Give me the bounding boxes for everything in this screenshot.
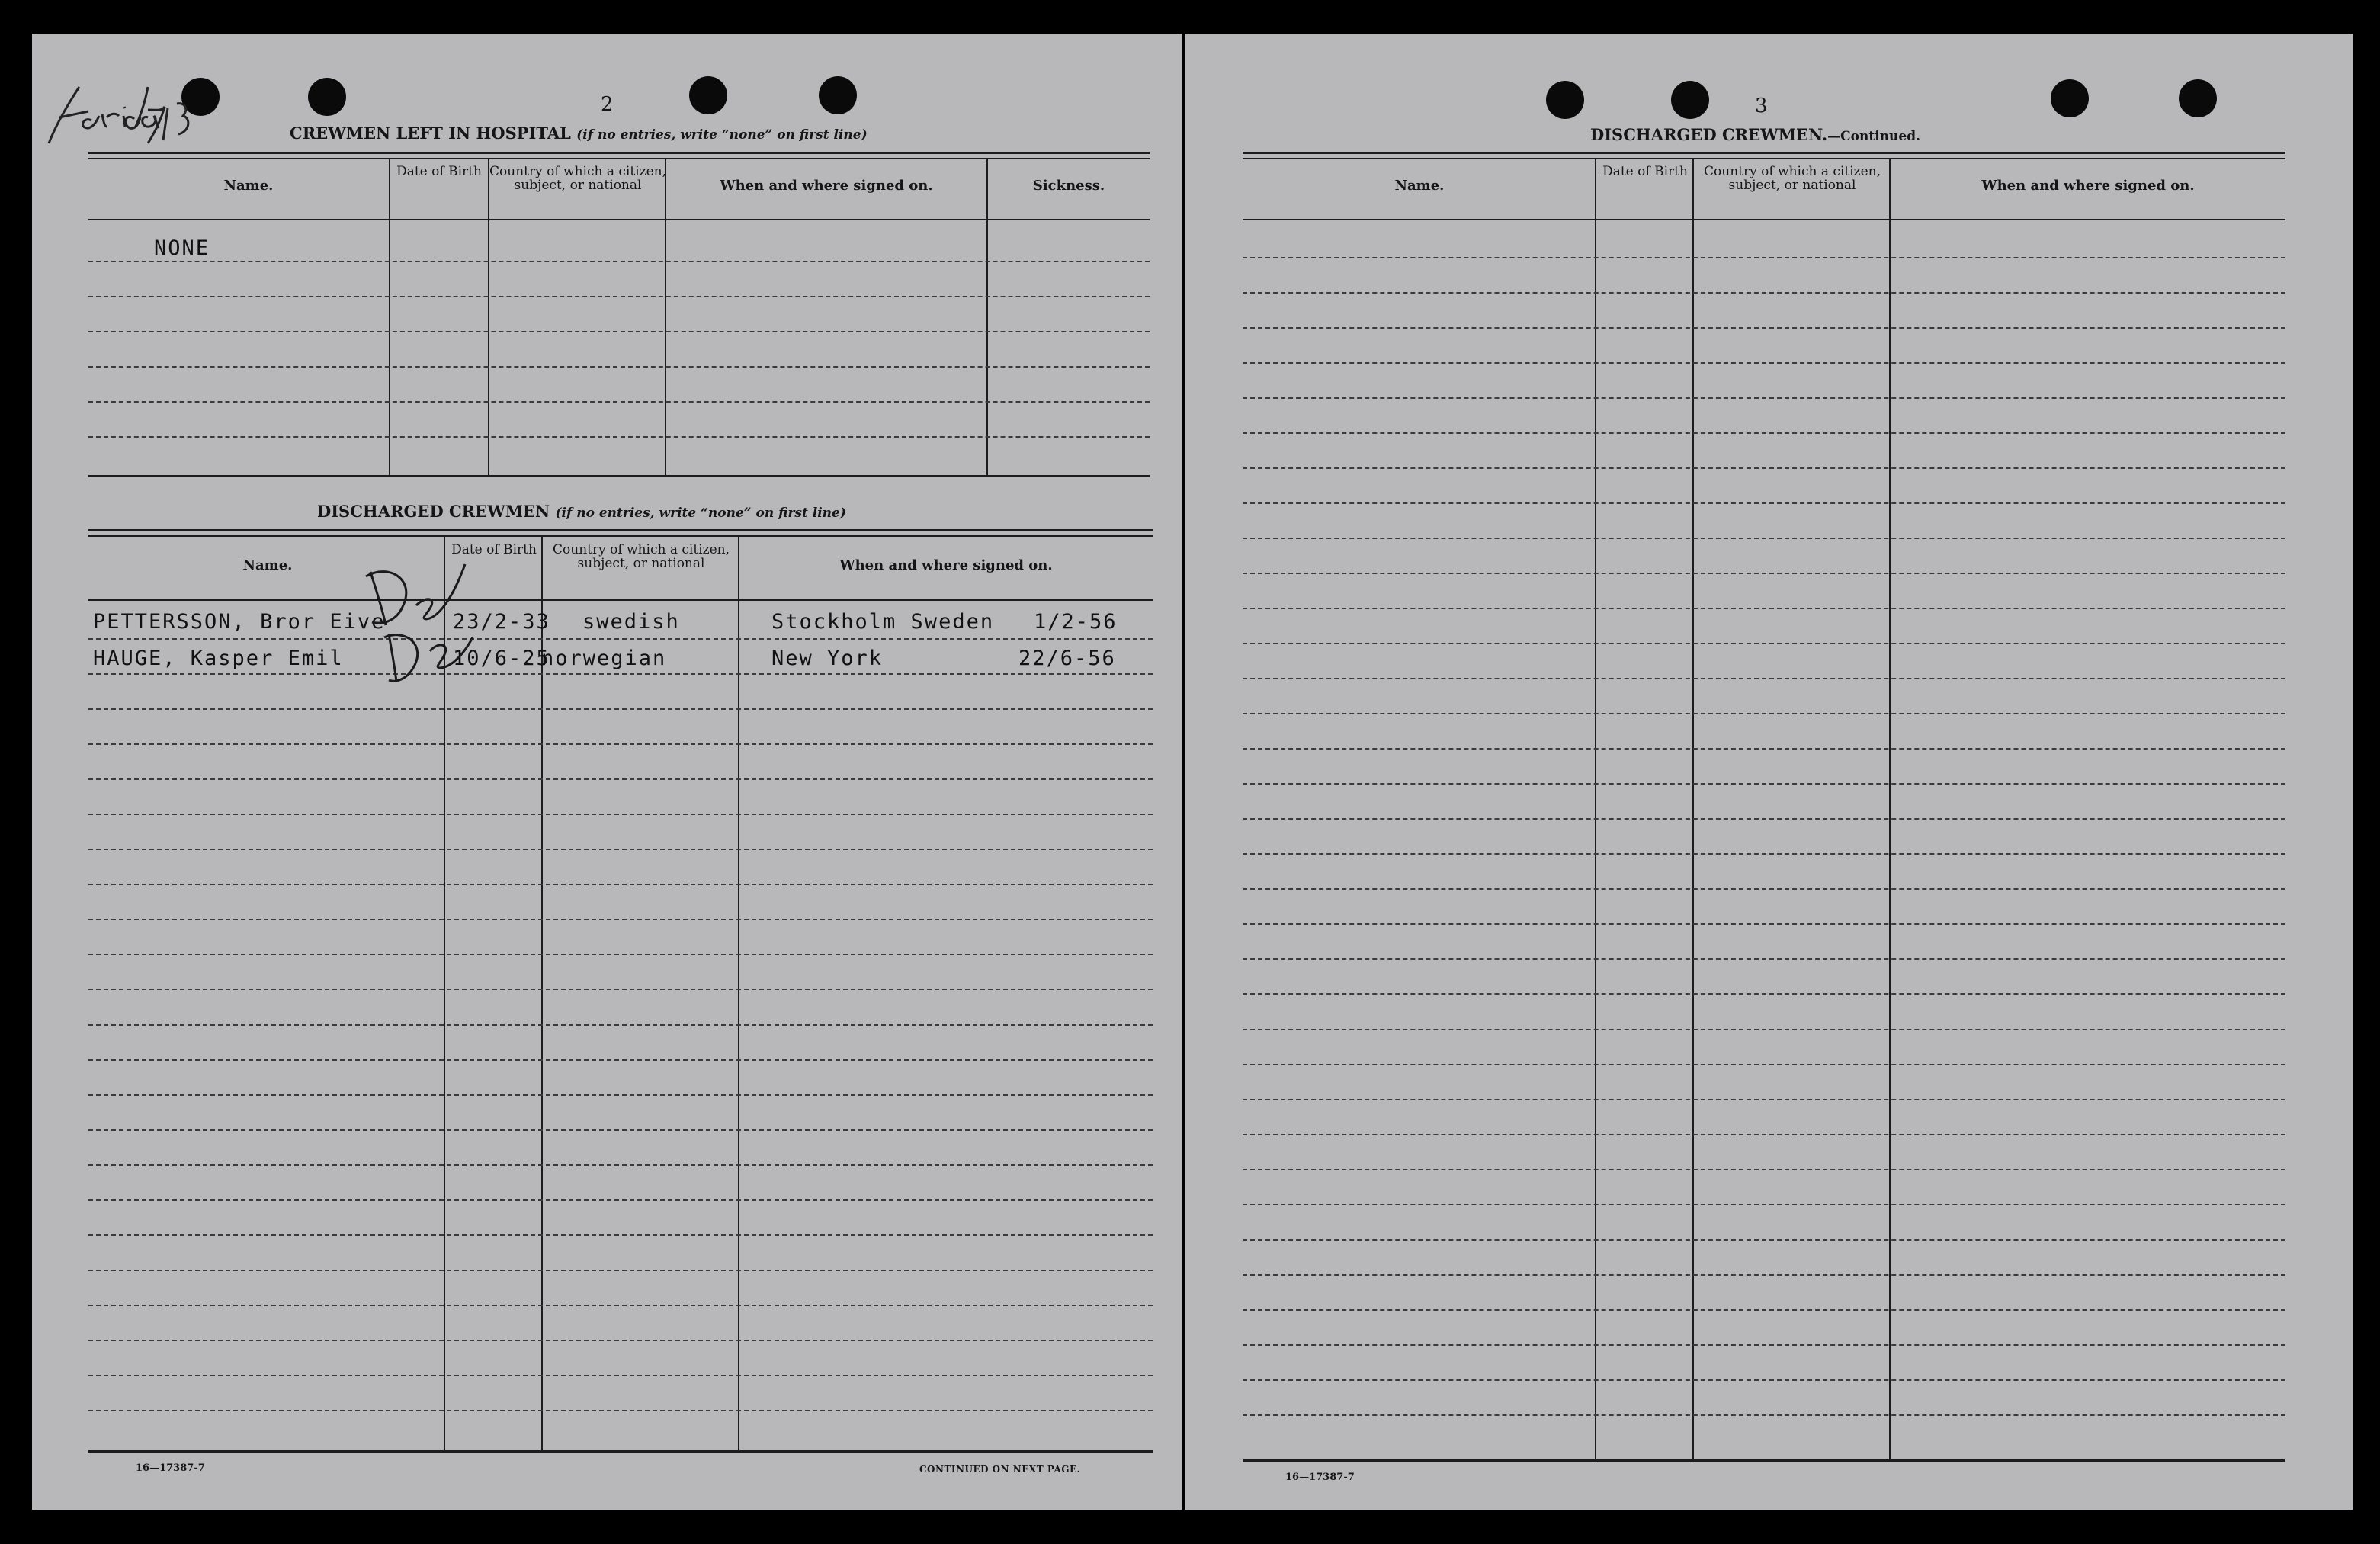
entry-line	[88, 401, 1150, 403]
crew-country: swedish	[582, 610, 680, 634]
entry-line	[88, 331, 1150, 332]
entry-line	[1243, 1309, 2285, 1311]
entry-line	[88, 1199, 1153, 1201]
column-line	[488, 158, 489, 477]
divider	[1243, 152, 2285, 154]
entry-line	[88, 743, 1153, 745]
divider	[88, 152, 1150, 154]
hospital-entry-none: NONE	[154, 236, 210, 260]
column-line	[1692, 158, 1694, 1462]
entry-line	[88, 814, 1153, 815]
entry-line	[88, 1164, 1153, 1166]
hospital-subtitle-text: (if no entries, write “none” on first line)	[576, 127, 868, 143]
col-header-dob: Date of Birth	[1602, 164, 1688, 179]
discharged-continued-title	[1590, 125, 1920, 144]
divider	[88, 529, 1153, 531]
entry-line	[1243, 958, 2285, 960]
entry-line	[1243, 397, 2285, 399]
entry-line	[88, 1340, 1153, 1341]
page-number: 3	[1755, 95, 1768, 117]
entry-line	[88, 884, 1153, 885]
crew-name: PETTERSSON, Bror Eive	[93, 610, 386, 634]
entry-line	[1243, 678, 2285, 679]
entry-line	[1243, 1099, 2285, 1100]
divider	[88, 599, 1153, 601]
entry-line	[1243, 292, 2285, 294]
entry-line	[1243, 643, 2285, 644]
divider	[88, 475, 1150, 477]
discharge-mark	[366, 621, 488, 692]
crew-signed-date: 22/6-56	[1018, 647, 1116, 670]
entry-line	[1243, 818, 2285, 820]
entry-line	[1243, 257, 2285, 258]
col-header-country: Country of which a citizen, subject, or national	[489, 164, 666, 193]
entry-line	[1243, 713, 2285, 714]
column-line	[986, 158, 988, 477]
entry-line	[88, 778, 1153, 780]
divider	[1243, 219, 2285, 220]
col-header-name: Name.	[1394, 178, 1445, 194]
divider	[1243, 158, 2285, 159]
entry-line	[1243, 608, 2285, 609]
punch-hole	[1546, 81, 1584, 119]
entry-line	[88, 1129, 1153, 1131]
entry-line	[1243, 1274, 2285, 1276]
column-line	[1889, 158, 1891, 1462]
handwritten-note	[34, 70, 201, 157]
divider	[88, 158, 1150, 159]
entry-line	[88, 1234, 1153, 1236]
punch-hole	[308, 78, 346, 116]
col-header-dob: Date of Birth	[396, 164, 482, 179]
divider	[88, 1450, 1153, 1453]
hospital-section-title	[290, 124, 868, 143]
entry-line	[1243, 1414, 2285, 1416]
entry-line	[1243, 1344, 2285, 1346]
entry-line	[88, 673, 1153, 675]
hospital-title-text: CREWMEN LEFT IN HOSPITAL	[290, 124, 571, 143]
entry-line	[88, 1410, 1153, 1411]
col-header-signed-on: When and where signed on.	[1981, 178, 2195, 194]
entry-line	[1243, 748, 2285, 750]
entry-line	[88, 1094, 1153, 1096]
entry-line	[1243, 573, 2285, 574]
entry-line	[88, 1270, 1153, 1271]
punch-hole	[689, 76, 727, 114]
crew-dob: 10/6-25	[453, 647, 550, 670]
right-page	[1185, 34, 2353, 1510]
entry-line	[1243, 1064, 2285, 1065]
divider	[88, 535, 1153, 537]
entry-line	[1243, 432, 2285, 434]
entry-line	[1243, 327, 2285, 329]
form-number: 16—17387-7	[136, 1462, 205, 1474]
entry-line	[1243, 783, 2285, 785]
crew-dob: 23/2-33	[453, 610, 550, 634]
col-header-sickness: Sickness.	[1032, 178, 1105, 194]
continued-note: CONTINUED ON NEXT PAGE.	[919, 1464, 1081, 1475]
discharged-section-title	[317, 502, 846, 521]
col-header-signed-on: When and where signed on.	[839, 557, 1053, 573]
discharged-subtitle-text: (if no entries, write “none” on first line)	[555, 506, 846, 521]
entry-line	[88, 1024, 1153, 1026]
col-header-signed-on: When and where signed on.	[720, 178, 933, 194]
entry-line	[88, 261, 1150, 262]
entry-line	[1243, 1204, 2285, 1205]
entry-line	[1243, 853, 2285, 855]
left-page	[32, 34, 1182, 1510]
discharged-title-text: DISCHARGED CREWMEN	[317, 502, 550, 521]
punch-hole	[2051, 79, 2089, 117]
entry-line	[1243, 1134, 2285, 1135]
entry-line	[88, 1305, 1153, 1306]
subtitle-text: —Continued.	[1827, 129, 1921, 144]
entry-line	[88, 919, 1153, 920]
crew-signed-date: 1/2-56	[1034, 610, 1118, 634]
col-header-name: Name.	[242, 557, 293, 573]
column-line	[389, 158, 390, 477]
divider	[1243, 1459, 2285, 1462]
entry-line	[88, 1059, 1153, 1061]
entry-line	[1243, 993, 2285, 995]
punch-hole	[819, 76, 857, 114]
punch-hole	[2179, 79, 2217, 117]
entry-line	[88, 708, 1153, 710]
page-number: 2	[601, 93, 614, 116]
entry-line	[88, 849, 1153, 850]
col-header-country: Country of which a citizen, subject, or national	[1704, 164, 1881, 193]
entry-line	[88, 989, 1153, 990]
form-number: 16—17387-7	[1285, 1472, 1355, 1483]
punch-hole	[1671, 81, 1709, 119]
entry-line	[1243, 1029, 2285, 1030]
column-line	[1595, 158, 1596, 1462]
column-line	[665, 158, 666, 477]
divider	[88, 219, 1150, 220]
entry-line	[88, 1375, 1153, 1376]
col-header-dob: Date of Birth	[451, 542, 537, 557]
crew-country: norwegian	[541, 647, 667, 670]
title-text: DISCHARGED CREWMEN.	[1590, 125, 1828, 144]
entry-line	[88, 366, 1150, 368]
entry-line	[1243, 923, 2285, 925]
entry-line	[1243, 888, 2285, 890]
col-header-name: Name.	[223, 178, 274, 194]
crew-name: HAUGE, Kasper Emil	[93, 647, 344, 670]
crew-signed-place: Stockholm Sweden	[771, 610, 995, 634]
entry-line	[1243, 1379, 2285, 1381]
entry-line	[1243, 467, 2285, 469]
crew-signed-place: New York	[771, 647, 884, 670]
entry-line	[88, 436, 1150, 438]
entry-line	[88, 954, 1153, 955]
entry-line	[1243, 1169, 2285, 1170]
entry-line	[1243, 538, 2285, 539]
col-header-country: Country of which a citizen, subject, or national	[553, 542, 730, 571]
entry-line	[88, 296, 1150, 297]
entry-line	[1243, 1239, 2285, 1241]
entry-line	[1243, 362, 2285, 364]
entry-line	[1243, 502, 2285, 504]
entry-line	[88, 638, 1153, 640]
